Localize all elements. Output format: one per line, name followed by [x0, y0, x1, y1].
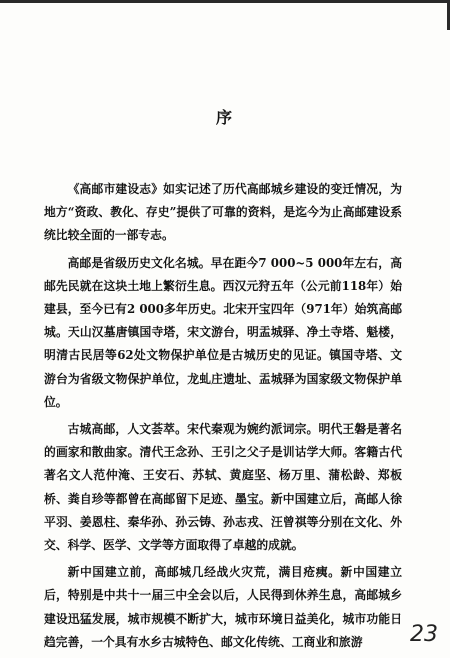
scan-border-top: [0, 0, 450, 3]
paragraph-3: 古城高邮，人文荟萃。宋代秦观为婉约派词宗。明代王磐是著名的画家和散曲家。清代王念孙、王引之父子是训诂学大师。客籍古代著名文人范仲淹、王安石、苏轼、黄庭坚、杨万里、蒲松龄、郑板桥、粪自珍等都曾在高邮留下足迹、墨宝。新中国建立后，高邮人徐平羽、姜恩柱、秦华孙、孙云铸、孙志戎、汪曾祺等分别在文化、外交、科学、医学、文学等方面取得了卓越的成就。: [44, 422, 402, 553]
handwritten-page-number: 23: [410, 622, 438, 647]
preface-body: [44, 178, 402, 658]
paragraph-2: 高邮是省级历史文化名城。早在距今7 000~5 000年左右，高邮先民就在这块土地上繁衍生息。西汉元狩五年（公元前118年）始建县，至今已有2 000多年历史。北宋开宝四年（971年）始筑高邮城。天山汉墓唐镇国寺塔，宋文游台，明盂城驿、净土寺塔、魁楼，明清古民居等62处文物保护单位是古城历史的见证。镇国寺塔、文游台为省级文物保护单位，龙虬庄遗址、盂城驿为国家级文物保护单位。: [44, 255, 402, 409]
page-title: 序: [215, 108, 234, 127]
paragraph-1: 《高邮市建设志》如实记述了历代高邮城乡建设的变迁情况，为地方“资政、教化、存史”提供了可靠的资料，是迄今为止高邮建设系统比较全面的一部专志。: [44, 182, 402, 243]
paragraph-4: 新中国建立前，高邮城几经战火灾荒，满目疮痍。新中国建立后，特别是中共十一届三中全会以后，人民得到休养生息，高邮城乡建设迅猛发展，城市规模不断扩大，城市环境日益美化，城市功能日趋完善，一个具有水乡古城特色、邮文化传统、工商业和旅游: [44, 565, 402, 649]
